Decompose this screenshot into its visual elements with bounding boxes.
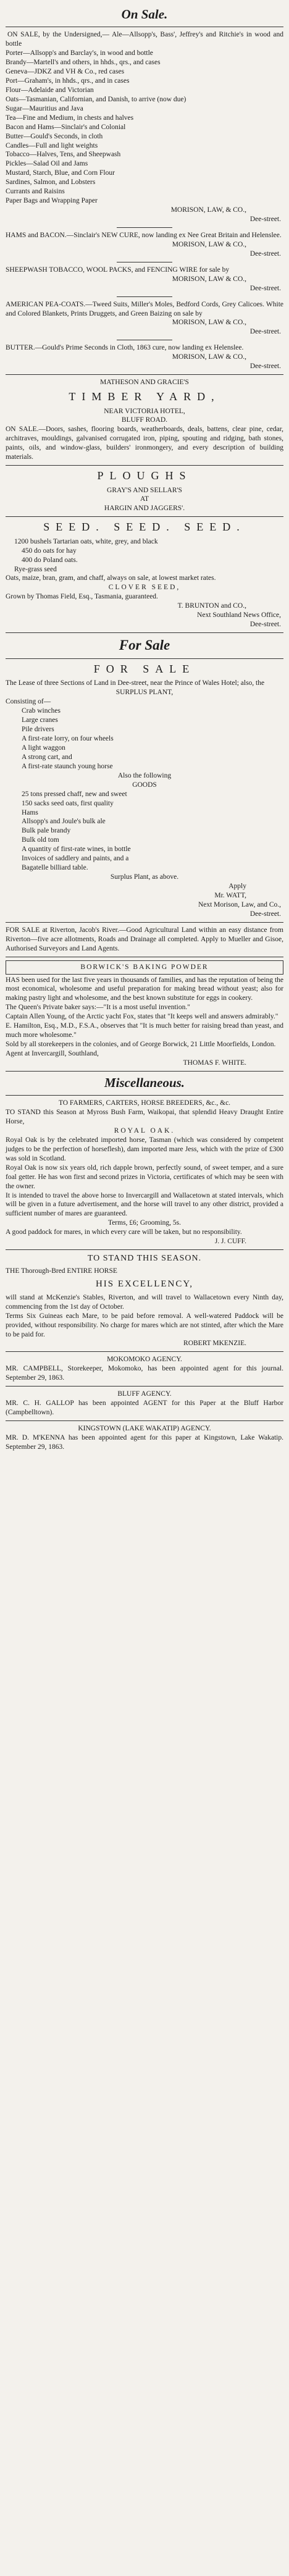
list-item: 150 sacks seed oats, first quality — [22, 799, 114, 807]
ad-intro: ON SALE, by the Undersigned,— Ale—Allsopp's, Bass', Jeffrey's and Ritchie's in wood and bottle — [6, 31, 283, 48]
list-item: Butter—Gould's Seconds, in cloth — [6, 132, 103, 140]
ad-text: MR. C. H. GALLOP has been appointed AGENT for this Paper at the Bluff Harbor (Campbelltown). — [6, 1399, 283, 1417]
list-item: Pile drivers — [22, 726, 54, 734]
list-item: 1200 bushels Tartarian oats, white, grey, and black — [14, 537, 158, 545]
list-item: Crab winches — [22, 707, 61, 715]
list-item: A first-rate lorry, on four wheels — [22, 735, 114, 742]
ad-title: BORWICK'S BAKING POWDER — [80, 963, 209, 971]
ad-bluff-agency — [6, 1390, 283, 1417]
ad-his-excellency — [6, 1253, 283, 1348]
list-item: Currants and Raisins — [6, 188, 65, 196]
ad-subtitle: SURPLUS PLANT, — [115, 689, 174, 697]
ad-title: MOKOMOKO AGENCY. — [107, 1356, 182, 1364]
ad-text: Oats, maize, bran, gram, and chaff, always on sale, at lowest market rates. — [6, 574, 216, 582]
ad-title: BLUFF AGENCY. — [117, 1390, 172, 1398]
list-item: Paper Bags and Wrapping Paper — [6, 197, 98, 205]
ad-signature: ROBERT MKENZIE. — [183, 1340, 246, 1348]
ad-title: ROYAL OAK. — [114, 1126, 175, 1135]
ad-line: AT — [140, 495, 149, 503]
ad-signature: THOMAS F. WHITE. — [183, 1059, 246, 1067]
ad-header: TO FARMERS, CARTERS, HORSE BREEDERS, &c., &c. — [58, 1099, 231, 1107]
ad-text: FOR SALE at Riverton, Jacob's River.—Good Agricultural Land within an easy distance from Riverton—five acre allotments, Roads and Drainage all completed. Apply to Mueller and Gisoe, Authorised Surveyors and Land Agents. — [6, 926, 283, 952]
list-item: Porter—Allsopp's and Barclay's, in wood and bottle — [6, 49, 153, 57]
ad-signature: MORISON, LAW & CO., — [172, 319, 246, 327]
divider — [6, 1420, 283, 1421]
ad-riverton — [6, 926, 283, 954]
ad-text: MR. D. M'KENNA has been appointed agent for this paper at Kingstown, Lake Wakatip. September 29, 1863. — [6, 1433, 283, 1451]
list-item: 25 tons pressed chaff, new and sweet — [22, 790, 127, 798]
ad-subtitle: BLUFF ROAD. — [121, 416, 168, 424]
list-item: Bulk old tom — [22, 836, 59, 844]
ad-text: Agent at Invercargill, Southland, — [6, 1050, 99, 1057]
ad-subtitle: Also the following — [117, 771, 172, 779]
ad-text: HAMS and BACON.—Sinclair's NEW CURE, now landing ex Nee Great Britain and Helenslee. — [6, 231, 282, 239]
ad-text: The Queen's Private baker says:—"It is a most useful invention." — [6, 1004, 190, 1012]
divider — [6, 1249, 283, 1250]
ad-signature: MORISON, LAW & CO., — [172, 240, 246, 248]
ad-signature: J. J. CUFF. — [214, 1238, 246, 1246]
list-item: Invoices of saddlery and paints, and a — [22, 855, 129, 863]
ad-text: THE Thorough-Bred ENTIRE HORSE — [6, 1267, 117, 1275]
ad-text: The Lease of three Sections of Land in Dee-street, near the Prince of Wales Hotel; also, the — [6, 679, 265, 687]
list-item: Oats—Tasmanian, Californian, and Danish, to arrive (now due) — [6, 95, 186, 103]
ad-signature: Apply — [228, 883, 246, 890]
ad-title: PLOUGHS — [97, 469, 192, 482]
divider — [6, 516, 283, 517]
ad-street: Dee-street. — [249, 216, 281, 224]
ad-signature: T. BRUNTON and CO., — [177, 602, 246, 610]
ad-terms: Terms, £6; Grooming, 5s. — [107, 1219, 182, 1227]
divider — [6, 1071, 283, 1072]
list-item: Bacon and Hams—Sinclair's and Colonial — [6, 123, 126, 131]
list-item: Tobacco—Halves, Tens, and Sheepwash — [6, 151, 121, 159]
list-item: Candles—Full and light weights — [6, 141, 98, 149]
ad-text: Consisting of— — [6, 698, 51, 706]
ad-text: Grown by Thomas Field, Esq., Tasmania, guaranteed. — [6, 593, 158, 601]
ad-text: A good paddock for mares, in which every care will be taken, but no responsibility. — [6, 1228, 242, 1236]
divider — [117, 227, 172, 228]
list-item: Tea—Fine and Medium, in chests and halves — [6, 114, 134, 122]
list-item: Hams — [22, 808, 38, 816]
list-item: Brandy—Martell's and others, in hhds., qrs., and cases — [6, 59, 161, 67]
ad-text: TO STAND this Season at Myross Bush Farm, Waikopai, that splendid Heavy Draught Entire Horse, — [6, 1109, 283, 1126]
ad-title: SEED. SEED. SEED. — [43, 521, 246, 534]
ad-sheepwash — [6, 266, 283, 293]
ad-text: AMERICAN PEA-COATS.—Tweed Suits, Miller's Moles, Bedford Cords, Grey Calicoes. White and Colored Blankets, Prints Druggets, and Green Baizing on sale by — [6, 300, 283, 317]
ad-text: Sold by all storekeepers in the colonies, and of George Borwick, 21 Little Moorfields, London. — [6, 1041, 276, 1049]
ad-line: HARGIN AND JAGGERS'. — [104, 505, 185, 513]
list-item: Allsopp's and Joule's bulk ale — [22, 818, 106, 826]
ad-title-box — [6, 960, 283, 975]
ad-text: Surplus Plant, as above. — [110, 873, 179, 881]
ad-baking-powder — [6, 960, 283, 1068]
ad-text: Royal Oak is by the celebrated imported horse, Tasman (which was considered by competent judges to be the perfection of horseflesh), dam imported mare Jess, which with the prize of £300 was sold in Scotland. — [6, 1136, 283, 1162]
section-heading-for-sale: For Sale — [119, 637, 170, 653]
ad-ploughs — [6, 469, 283, 513]
list-item: 400 do Poland oats. — [22, 556, 78, 564]
list-item: A first-rate staunch young horse — [22, 762, 113, 770]
ad-signature: MORISON, LAW & CO., — [172, 275, 246, 283]
list-item: Port—Graham's, in hhds., qrs., and in cases — [6, 77, 130, 85]
divider — [6, 1095, 283, 1096]
divider — [6, 658, 283, 659]
ad-subtitle: GOODS — [132, 781, 157, 789]
list-item: A strong cart, and — [22, 753, 72, 761]
section-heading-on-sale: On Sale. — [121, 7, 168, 22]
ad-title: HIS EXCELLENCY, — [95, 1279, 194, 1290]
list-item: Sugar—Mauritius and Java — [6, 104, 83, 112]
list-item: Bagatelle billiard table. — [22, 864, 88, 872]
ad-text: Terms Six Guineas each Mare, to be paid before removal. A well-watered Paddock will be provided, without responsibility. No charge for mares which are not stinted, after which the Mare to be paid for. — [6, 1312, 283, 1338]
divider — [6, 465, 283, 466]
ad-hams — [6, 231, 283, 259]
list-item: 450 do oats for hay — [22, 547, 77, 555]
list-item: Pickles—Salad Oil and Jams — [6, 160, 88, 168]
ad-subtitle: NEAR VICTORIA HOTEL, — [104, 407, 185, 415]
ad-mokomoko-agency — [6, 1355, 283, 1383]
list-item: A light waggon — [22, 744, 65, 752]
list-item: Geneva—JDKZ and VH & Co., red cases — [6, 68, 125, 76]
list-item: Sardines, Salmon, and Lobsters — [6, 178, 96, 187]
ad-line: GRAY'S AND SELLAR'S — [107, 486, 182, 494]
ad-for-sale-watt — [6, 662, 283, 919]
ad-text: It is intended to travel the above horse to Invercargill and Wallacetown at stated intervals, which will be given in a future advertisement, and the horse will travel to any other district, provided a sufficient number of mares are guaranteed. — [6, 1191, 283, 1218]
ad-text: HAS been used for the last five years in thousands of families, and has the reputation of being the most economical, wholesome and useful preparation for making bread without yeast; also for making pastry light and wholesome, and the best known substitute for eggs in cookery. — [6, 976, 283, 1002]
ad-text: will stand at McKenzie's Stables, Riverton, and will travel to Wallacetown every Ninth day, commencing from the 1st day of October. — [6, 1293, 283, 1311]
ad-timber-yard — [6, 378, 283, 462]
ad-kingstown-agency — [6, 1424, 283, 1452]
divider — [6, 922, 283, 923]
ad-title: KINGSTOWN (LAKE WAKATIP) AGENCY. — [78, 1425, 211, 1433]
list-item: Large cranes — [22, 716, 58, 724]
ad-text: Captain Allen Young, of the Arctic yacht Fox, states that "It keeps well and answers admirably." — [6, 1013, 279, 1021]
divider — [6, 374, 283, 375]
ad-on-sale-general — [6, 30, 283, 224]
ad-address: Next Southland News Office, — [197, 611, 281, 619]
ad-header: MATHESON AND GRACIE'S — [100, 379, 189, 387]
ad-subtitle: CLOVER SEED, — [108, 584, 181, 592]
goods-list — [6, 49, 283, 206]
section-heading-miscellaneous: Miscellaneous. — [104, 1075, 185, 1090]
ad-signature: MORISON, LAW & CO., — [172, 353, 246, 361]
ad-text: BUTTER.—Gould's Prime Seconds in Cloth, 1863 cure, now landing ex Helenslee. — [6, 344, 244, 352]
ad-text: SHEEPWASH TOBACCO, WOOL PACKS, and FENCING WIRE for sale by — [6, 266, 230, 274]
list-item: Flour—Adelaide and Victorian — [6, 86, 94, 94]
ad-seed — [6, 520, 283, 629]
list-item: A quantity of first-rate wines, in bottle — [22, 845, 131, 854]
divider — [117, 296, 172, 297]
ad-title: FOR SALE — [93, 662, 196, 675]
ad-text: Royal Oak is now six years old, rich dapple brown, perfectly sound, of sweet temper, and a sure foal getter. He has won first and second prizes in Victoria, certificates of which may be seen with the owner. — [6, 1164, 283, 1190]
ad-royal-oak — [6, 1099, 283, 1246]
ad-street: Dee-street. — [249, 621, 281, 629]
ad-text: ON SALE.—Doors, sashes, flooring boards, weatherboards, deals, battens, clear pine, cedar, architraves, mouldings, galvanised corrugated iron, piping, spouting and ridging, bath stones, paints, oils, and window-glass, builders' ironmongery, and every description of building materials. — [6, 426, 283, 461]
ad-text: MR. CAMPBELL, Storekeeper, Mokomoko, has been appointed agent for this journal. September 29, 1863. — [6, 1365, 283, 1382]
ad-signature: MORISON, LAW, & CO., — [170, 206, 246, 214]
ad-street: Dee-street. — [249, 910, 281, 918]
list-item: Bulk pale brandy — [22, 827, 71, 835]
ad-street: Dee-street. — [249, 250, 281, 258]
ad-street: Dee-street. — [249, 363, 281, 371]
divider — [6, 1386, 283, 1387]
ad-address: Next Morison, Law, and Co., — [198, 900, 281, 908]
divider — [6, 632, 283, 633]
ad-signature-name: Mr. WATT, — [214, 891, 246, 899]
ad-header: TO STAND THIS SEASON. — [87, 1254, 202, 1264]
ad-title: TIMBER YARD, — [69, 390, 220, 403]
ad-street: Dee-street. — [249, 284, 281, 292]
ad-american-pea-coats — [6, 300, 283, 337]
divider — [6, 1351, 283, 1352]
ad-street: Dee-street. — [249, 328, 281, 336]
ad-butter — [6, 343, 283, 371]
list-item: Rye-grass seed — [14, 565, 57, 573]
ad-text: E. Hamilton, Esq., M.D., F.S.A., observes that "It is much better for raising bread than yeast, and much more wholesome." — [6, 1022, 283, 1039]
list-item: Mustard, Starch, Blue, and Corn Flour — [6, 169, 115, 177]
